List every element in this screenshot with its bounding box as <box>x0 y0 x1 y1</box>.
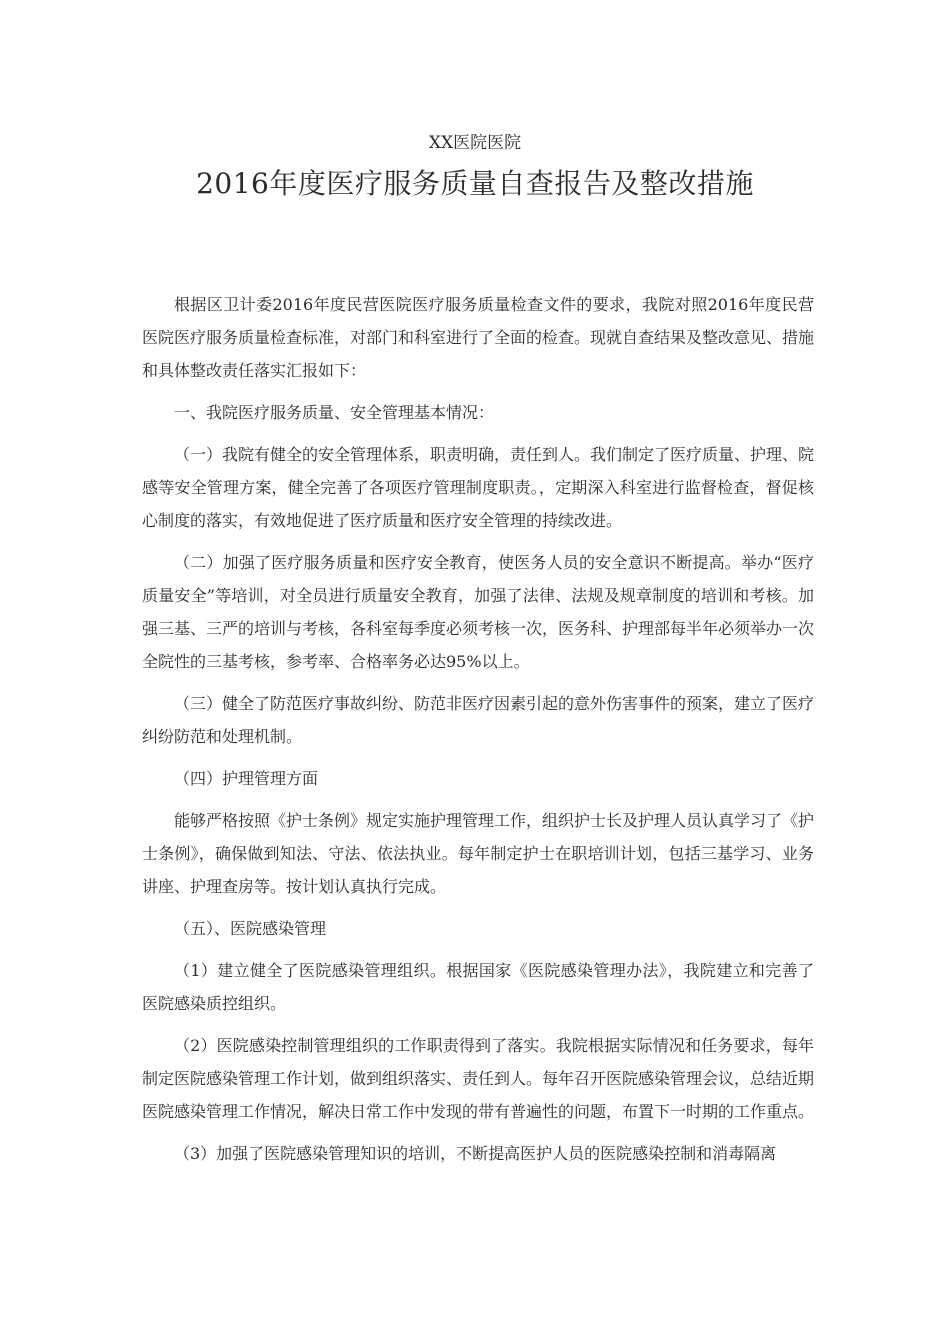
subheading-nursing: （四）护理管理方面 <box>174 769 319 788</box>
section-heading-1: 一、我院医疗服务质量、安全管理基本情况： <box>174 403 495 422</box>
paragraph-item-2: （二）加强了医疗服务质量和医疗安全教育，使医务人员的安全意识不断提高。举办“医疗质量安全”等培训，对全员进行质量安全教育，加强了法律、法规及规章制度的培训和考核。加强三基、三严的培训与考核，各科室每季度必须考核一次，医务科、护理部每半年必须举办一次全院性的三基考核，参考率、合格率务必达95%以上。 <box>142 553 815 671</box>
document-body <box>142 288 814 1179</box>
paragraph-infection-2: （2）医院感染控制管理组织的工作职责得到了落实。我院根据实际情况和任务要求，每年制定医院感染管理工作计划，做到组织落实、责任到人。每年召开医院感染管理会议，总结近期医院感染管理工作情况，解决日常工作中发现的带有普遍性的问题，布置下一时期的工作重点。 <box>142 1036 815 1121</box>
paragraph-item-3: （三）健全了防范医疗事故纠纷、防范非医疗因素引起的意外伤害事件的预案，建立了医疗纠纷防范和处理机制。 <box>142 694 815 746</box>
paragraph-nursing: 能够严格按照《护士条例》规定实施护理管理工作，组织护士长及护理人员认真学习了《护士条例》，确保做到知法、守法、依法执业。每年制定护士在职培训计划，包括三基学习、业务讲座、护理查房等。按计划认真执行完成。 <box>142 811 815 896</box>
document-subtitle: XX医院医院 <box>428 133 522 153</box>
paragraph-item-1: （一）我院有健全的安全管理体系，职责明确，责任到人。我们制定了医疗质量、护理、院感等安全管理方案，健全完善了各项医疗管理制度职责。，定期深入科室进行监督检查，督促核心制度的落实，有效地促进了医疗质量和医疗安全管理的持续改进。 <box>142 445 815 530</box>
subheading-infection: （五）、医院感染管理 <box>174 919 327 938</box>
paragraph-infection-3: （3）加强了医院感染管理知识的培训，不断提高医护人员的医院感染控制和消毒隔离 <box>174 1144 777 1163</box>
document-title: 2016年度医疗服务质量自查报告及整改措施 <box>196 167 754 200</box>
paragraph-intro: 根据区卫计委2016年度民营医院医疗服务质量检查文件的要求，我院对照2016年度民营医院医疗服务质量检查标准，对部门和科室进行了全面的检查。现就自查结果及整改意见、措施和具体整改责任落实汇报如下： <box>142 295 815 380</box>
paragraph-infection-1: （1）建立健全了医院感染管理组织。根据国家《医院感染管理办法》，我院建立和完善了医院感染质控组织。 <box>142 961 814 1013</box>
